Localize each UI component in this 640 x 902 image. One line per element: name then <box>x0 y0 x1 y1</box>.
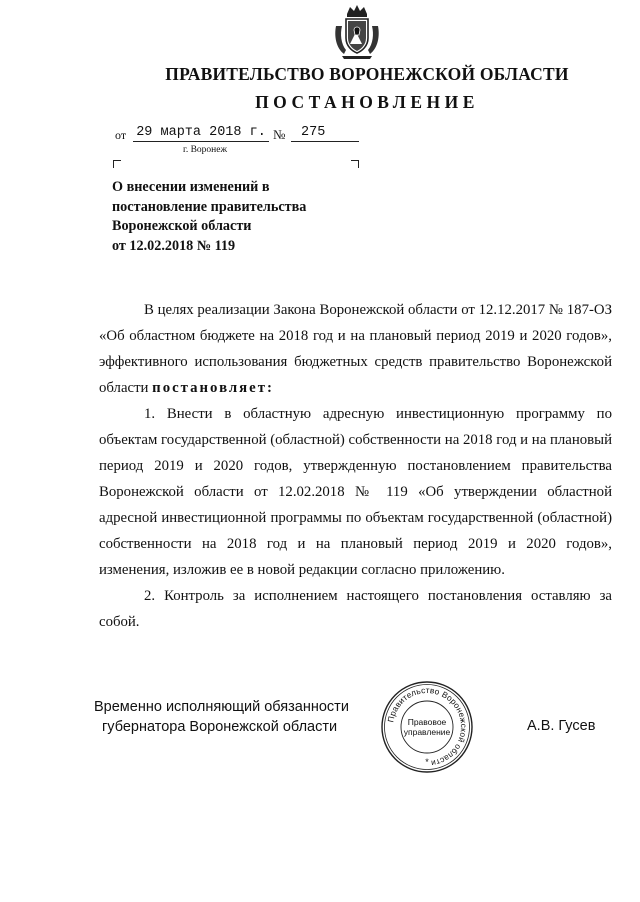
subject-bracket-right <box>351 160 359 168</box>
document-date: 29 марта 2018 г. <box>133 124 269 142</box>
signatory-name: А.В. Гусев <box>527 718 596 734</box>
position-line: Временно исполняющий обязанности <box>94 699 349 715</box>
stamp-star: * <box>425 757 429 767</box>
subject-line: постановление правительства <box>112 198 307 215</box>
subject-line: Воронежской области <box>112 218 252 234</box>
document-number: 275 <box>291 124 359 142</box>
date-label: от <box>115 128 127 142</box>
preamble-paragraph <box>99 297 612 401</box>
stamp-center-line: управление <box>403 727 451 737</box>
signatory-position <box>94 697 349 737</box>
document-type: ПОСТАНОВЛЕНИЕ <box>255 92 479 112</box>
document-body <box>99 297 612 635</box>
number-label: № <box>273 127 286 142</box>
stamp-center-line: Правовое <box>407 717 447 727</box>
government-title: ПРАВИТЕЛЬСТВО ВОРОНЕЖСКОЙ ОБЛАСТИ <box>165 64 569 84</box>
document-subject <box>112 178 352 256</box>
preamble-text: В целях реализации Закона Воронежской области от 12.12.2017 № 187-ОЗ «Об областном бюджете на 2018 год и на плановый период 2019 и 2020 годов», эффективного использования бюджетных средств правительство Воронежской области <box>99 302 612 396</box>
position-line: губернатора Воронежской области <box>102 719 338 735</box>
decree-word: постановляет: <box>152 380 274 396</box>
decree-item-2: 2. Контроль за исполнением настоящего постановления оставляю за собой. <box>99 588 612 630</box>
city-label: г. Воронеж <box>183 145 228 155</box>
subject-line: от 12.02.2018 № 119 <box>112 237 236 254</box>
subject-line: О внесении изменений в <box>112 179 270 195</box>
stamp-ring-text: Правительство Воронежской области <box>385 684 470 769</box>
official-stamp <box>380 680 474 774</box>
subject-bracket-left <box>113 160 121 168</box>
coat-of-arms-icon <box>332 4 382 60</box>
decree-item-1: 1. Внести в областную адресную инвестиционную программу по объектам государственной (областной) собственности на 2018 год и на плановый период 2019 и 2020 годов, утвержденную постановлением правительства Воронежской области от 12.02.2018 № 119 «Об утверждении областной адресной инвестиционной программы по объектам государственной (областной) собственности на 2018 год и на плановый период 2019 и 2020 годов», изменения, изложив ее в новой редакции согласно приложению. <box>99 406 613 578</box>
